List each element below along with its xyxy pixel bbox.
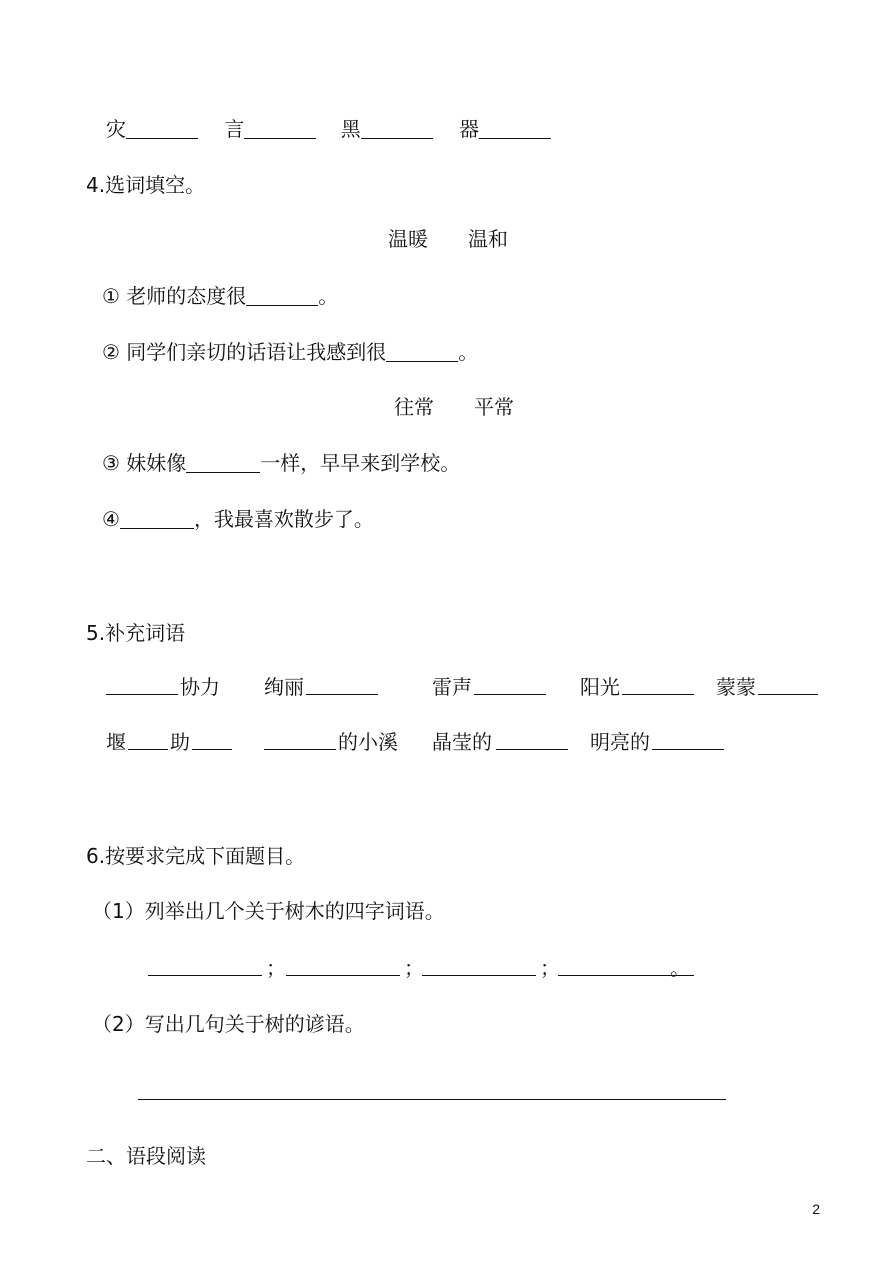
item-text: 老师的态度很 xyxy=(126,284,247,308)
q4-title: 4.选词填空。 xyxy=(86,173,206,197)
word: 蒙蒙 xyxy=(716,675,756,699)
fill-row-chars xyxy=(106,116,551,142)
blank[interactable] xyxy=(479,118,551,139)
q4-item-4 xyxy=(102,506,374,532)
item-number: ② xyxy=(102,340,120,364)
item-end: ，我最喜欢散步了。 xyxy=(193,507,374,531)
item-end: 。 xyxy=(458,340,479,364)
q5-title: 5.补充词语 xyxy=(86,621,186,645)
blank[interactable] xyxy=(192,729,232,750)
blank[interactable] xyxy=(128,729,168,750)
q4-item-3 xyxy=(102,450,460,476)
separator: ； xyxy=(404,956,424,980)
char-qi: 器 xyxy=(459,117,480,141)
blank[interactable] xyxy=(422,955,536,976)
word: 的小溪 xyxy=(338,730,398,754)
char-yan: 言 xyxy=(224,117,245,141)
blank[interactable] xyxy=(496,729,568,750)
item-number: ① xyxy=(102,284,120,308)
blank[interactable] xyxy=(264,729,336,750)
word: 堰 xyxy=(106,730,126,754)
word: 助 xyxy=(170,730,190,754)
blank[interactable] xyxy=(246,285,318,306)
page-number: 2 xyxy=(812,1201,820,1217)
blank[interactable] xyxy=(106,674,178,695)
word: 晶莹的 xyxy=(432,730,492,754)
q6-title: 6.按要求完成下面题目。 xyxy=(86,844,306,868)
blank[interactable] xyxy=(286,955,400,976)
item-end: 。 xyxy=(318,284,339,308)
word: 雷声 xyxy=(432,675,472,699)
word: 明亮的 xyxy=(590,730,650,754)
blank[interactable] xyxy=(306,674,378,695)
char-zai: 灾 xyxy=(106,117,126,141)
long-answer-line[interactable] xyxy=(138,1099,726,1100)
item-text: 妹妹像 xyxy=(126,451,187,475)
word: 绚丽 xyxy=(264,675,304,699)
blank[interactable] xyxy=(758,674,818,695)
section-2-title: 二、语段阅读 xyxy=(86,1144,206,1168)
blank[interactable] xyxy=(186,452,260,473)
q6-sub-2: （2）写出几句关于树的谚语。 xyxy=(92,1012,365,1036)
q4-item-2 xyxy=(102,339,478,365)
word: 协力 xyxy=(180,675,220,699)
blank[interactable] xyxy=(148,955,262,976)
blank[interactable] xyxy=(126,118,198,139)
char-hei: 黑 xyxy=(340,117,361,141)
word: 阳光 xyxy=(580,675,620,699)
item-number: ④ xyxy=(102,507,120,531)
q6-sub-1: （1）列举出几个关于树木的四字词语。 xyxy=(92,899,445,923)
item-text: 同学们亲切的话语让我感到很 xyxy=(126,340,387,364)
blank[interactable] xyxy=(244,118,316,139)
blank[interactable] xyxy=(361,118,433,139)
item-end: 一样，早早来到学校。 xyxy=(260,451,461,475)
end-mark: 。 xyxy=(670,956,690,980)
blank[interactable] xyxy=(652,729,724,750)
q4-options-1: 温暖 温和 xyxy=(388,227,508,251)
q4-options-2: 往常 平常 xyxy=(394,395,514,419)
item-number: ③ xyxy=(102,451,120,475)
blank[interactable] xyxy=(120,508,194,529)
q4-item-1 xyxy=(102,283,338,309)
blank[interactable] xyxy=(622,674,694,695)
blank[interactable] xyxy=(474,674,546,695)
separator: ； xyxy=(266,956,286,980)
separator: ； xyxy=(540,956,560,980)
blank[interactable] xyxy=(386,341,458,362)
